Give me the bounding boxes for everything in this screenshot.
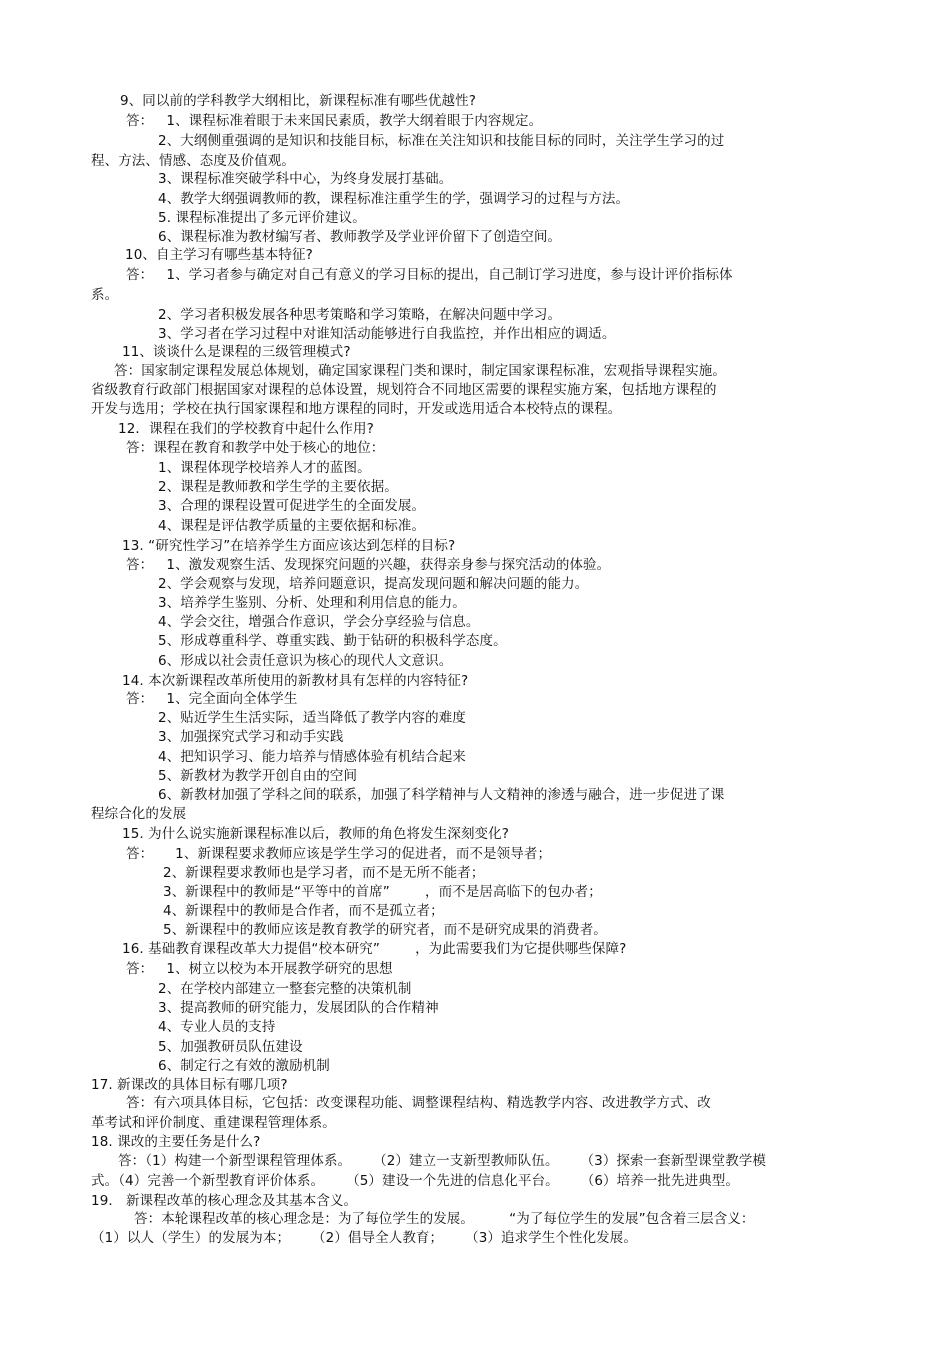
text-line: 2、新课程要求教师也是学习者，而不是无所不能者；	[163, 865, 485, 881]
text-line: 答：课程在教育和教学中处于核心的地位：	[126, 440, 385, 456]
text-line: 答：（1）构建一个新型课程管理体系。 （2）建立一支新型教师队伍。 （3）探索一套新型课堂教学模	[118, 1153, 767, 1169]
text-line: 17. 新课改的具体目标有哪几项?	[91, 1077, 288, 1093]
text-line: 3、合理的课程设置可促进学生的全面发展。	[158, 498, 426, 514]
text-line: 6、新教材加强了学科之间的联系，加强了科学精神与人文精神的渗透与融合，进一步促进了课	[158, 787, 725, 803]
text-line: 4、学会交往，增强合作意识，学会分享经验与信息。	[158, 614, 480, 630]
text-line: 答：有六项具体目标，它包括：改变课程功能、调整课程结构、精选教学内容、改进教学方式、改	[126, 1095, 711, 1111]
text-line: 13. “研究性学习”在培养学生方面应该达到怎样的目标?	[122, 538, 456, 554]
text-line: 9、同以前的学科教学大纲相比，新课程标准有哪些优越性?	[120, 93, 476, 109]
text-line: 4、把知识学习、能力培养与情感体验有机结合起来	[158, 749, 466, 765]
text-line: 5、加强教研员队伍建设	[158, 1039, 303, 1055]
text-line: 6、形成以社会责任意识为核心的现代人文意识。	[158, 653, 453, 669]
text-line: 6、制定行之有效的激励机制	[158, 1058, 330, 1074]
text-line: 4、课程是评估教学质量的主要依据和标准。	[158, 518, 426, 534]
text-line: 答：本轮课程改革的核心理念是：为了每位学生的发展。 “为了每位学生的发展”包含着三层含义：	[134, 1211, 755, 1227]
text-line: 答：国家制定课程发展总体规划，确定国家课程门类和课时，制定国家课程标准，宏观指导课程实施。	[114, 363, 726, 379]
text-line: 答： 1、激发观察生活、发现探究问题的兴趣，获得亲身参与探究活动的体验。	[126, 557, 611, 573]
text-line: 19. 新课程改革的核心理念及其基本含义。	[91, 1193, 358, 1209]
text-line: 答： 1、树立以校为本开展教学研究的思想	[126, 961, 393, 977]
text-line: 16. 基础教育课程改革大力提倡“校本研究” ，为此需要我们为它提供哪些保障?	[122, 941, 627, 957]
text-line: 程综合化的发展	[91, 806, 187, 822]
text-line: 3、加强探究式学习和动手实践	[158, 729, 344, 745]
text-line: 11、谈谈什么是课程的三级管理模式?	[122, 344, 351, 360]
text-line: 14. 本次新课程改革所使用的新教材具有怎样的内容特征?	[122, 673, 469, 689]
text-line: 4、新课程中的教师是合作者，而不是孤立者；	[163, 903, 444, 919]
text-line: 答： 1、学习者参与确定对自己有意义的学习目标的提出，自己制订学习进度，参与设计评价指标体	[126, 267, 733, 283]
text-line: 18. 课改的主要任务是什么?	[91, 1134, 261, 1150]
text-line: 4、专业人员的支持	[158, 1019, 276, 1035]
text-line: 革考试和评价制度、重建课程管理体系。	[91, 1115, 336, 1131]
text-line: 程、方法、情感、态度及价值观。	[91, 153, 295, 169]
text-line: 6、课程标准为教材编写者、教师教学及学业评价留下了创造空间。	[158, 229, 562, 245]
text-line: 2、学会观察与发现，培养问题意识，提高发现问题和解决问题的能力。	[158, 576, 589, 592]
text-line: 答： 1、课程标准着眼于未来国民素质，教学大纲着眼于内容规定。	[126, 113, 543, 129]
text-line: 开发与选用；学校在执行国家课程和地方课程的同时，开发或选用适合本校特点的课程。	[91, 401, 622, 417]
text-line: 4、教学大纲强调教师的教，课程标准注重学生的学，强调学习的过程与方法。	[158, 191, 630, 207]
text-line: 12．课程在我们的学校教育中起什么作用?	[118, 421, 374, 437]
text-line: 2、课程是教师教和学生学的主要依据。	[158, 479, 398, 495]
text-line: 2、在学校内部建立一整套完整的决策机制	[158, 981, 412, 997]
text-line: 答： 1、新课程要求教师应该是学生学习的促进者，而不是领导者；	[126, 846, 552, 862]
text-line: 3、课程标准突破学科中心，为终身发展打基础。	[158, 171, 453, 187]
text-line: 系。	[91, 287, 119, 303]
text-line: 5、新课程中的教师应该是教育教学的研究者，而不是研究成果的消费者。	[163, 922, 607, 938]
text-line: 答： 1、完全面向全体学生	[126, 691, 298, 707]
text-line: 3、培养学生鉴别、分析、处理和利用信息的能力。	[158, 595, 466, 611]
text-line: 3、提高教师的研究能力，发展团队的合作精神	[158, 1000, 439, 1016]
text-line: 式。（4）完善一个新型教育评价体系。 （5）建设一个先进的信息化平台。 （6）培养一批先进典型。	[91, 1173, 740, 1189]
text-line: 5、新教材为教学开创自由的空间	[158, 768, 358, 784]
text-line: （1）以人（学生）的发展为本； （2）倡导全人教育； （3）追求学生个性化发展。	[91, 1230, 637, 1246]
text-line: 3、学习者在学习过程中对谁知活动能够进行自我监控，并作出相应的调适。	[158, 326, 616, 342]
text-line: 2、学习者积极发展各种思考策略和学习策略，在解决问题中学习。	[158, 307, 562, 323]
text-line: 省级教育行政部门根据国家对课程的总体设置，规划符合不同地区需要的课程实施方案，包括地方课程的	[91, 382, 717, 398]
text-line: 3、新课程中的教师是“平等中的首席” ，而不是居高临下的包办者；	[163, 884, 602, 900]
text-line: 1、课程体现学校培养人才的蓝图。	[158, 460, 371, 476]
text-line: 10、自主学习有哪些基本特征?	[125, 247, 313, 263]
text-line: 2、贴近学生生活实际，适当降低了教学内容的难度	[158, 710, 466, 726]
text-line: 5. 课程标准提出了多元评价建议。	[158, 210, 366, 226]
text-line: 5、形成尊重科学、尊重实践、勤于钻研的积极科学态度。	[158, 633, 507, 649]
text-line: 15. 为什么说实施新课程标准以后，教师的角色将发生深刻变化?	[122, 826, 510, 842]
text-line: 2、大纲侧重强调的是知识和技能目标，标准在关注知识和技能目标的同时，关注学生学习的过	[158, 133, 725, 149]
